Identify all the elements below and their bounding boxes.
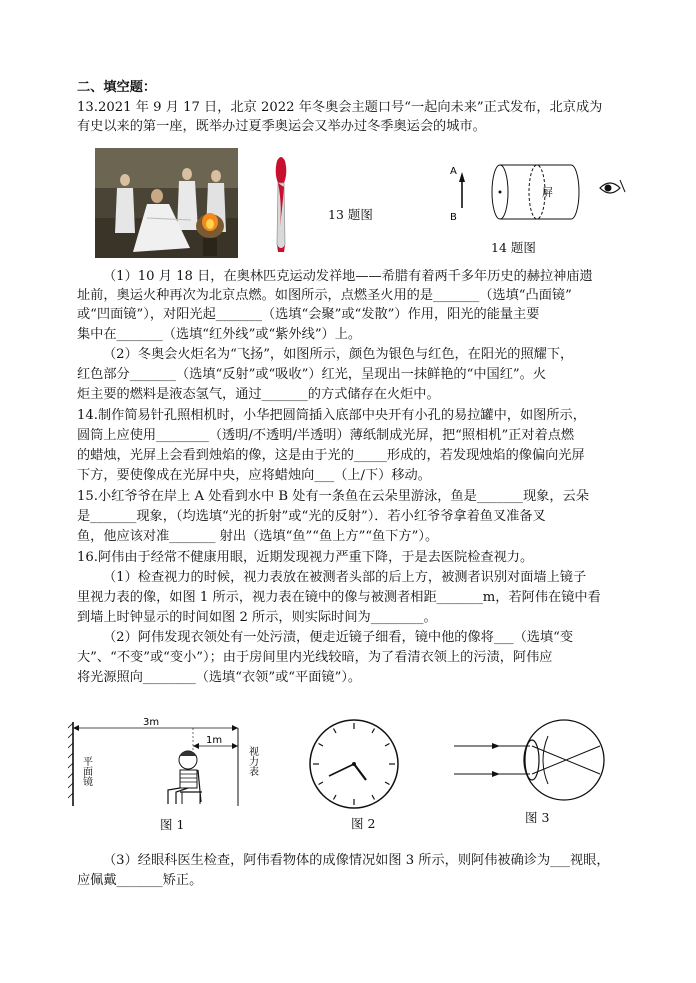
- pinhole-camera-diagram: [445, 158, 635, 240]
- q13-line-2: 有史以来的第一座，既举办过夏季奥运会又举办过冬季奥运会的城市。: [77, 119, 486, 134]
- fig14-caption: 14 题图: [491, 240, 536, 255]
- q13-line-1: 13.2021 年 9 月 17 日，北京 2022 年冬奥会主题口号“一起向未来”正式发布，北京成为: [77, 100, 603, 115]
- section-heading: 二、填空题：: [77, 80, 157, 95]
- q16-2-line-1: （2）阿伟发现衣领处有一处污渍，便走近镜子细看，镜中他的像将___（选填“变: [103, 630, 574, 645]
- q15-line-3: 鱼，他应该对准_______ 射出（选填“鱼”“鱼上方”“鱼下方”）。: [77, 529, 439, 544]
- q16-1-line-3: 到墙上时钟显示的时间如图 2 所示，则实际时间为________。: [77, 610, 437, 625]
- q14-line-4: 下方，要使像成在光屏中央，应将蜡烛向___（上/下）移动。: [77, 468, 431, 483]
- q13-1-line-1: （1）10 月 18 日，在奥林匹克运动发祥地——希腊有着两千多年历史的赫拉神庙遗: [103, 269, 593, 284]
- label-chart: 视力表: [246, 746, 258, 776]
- q16-1-line-1: （1）检查视力的时候，视力表放在被测者头部的后上方，被测者识别对面墙上镜子: [103, 570, 587, 585]
- label-b: B: [450, 212, 457, 223]
- q16-3-line-1: （3）经眼科医生检查，阿伟看物体的成像情况如图 3 所示，则阿伟被确诊为___视眼，: [103, 853, 610, 868]
- q14-line-3: 的蜡烛，光屏上会看到烛焰的像，这是由于光的_____形成的，若发现烛焰的像偏向光屏: [77, 448, 585, 463]
- label-a: A: [450, 166, 457, 177]
- fig3-caption: 图 3: [525, 810, 550, 825]
- eye-ray-diagram: [454, 716, 614, 804]
- q16-line-1: 16.阿伟由于经常不健康用眼，近期发现视力严重下降，于是去医院检查视力。: [77, 550, 534, 565]
- fig2-caption: 图 2: [351, 816, 376, 831]
- q16-2-line-3: 将光源照向________（选填“衣领”或“平面镜”）。: [77, 670, 362, 685]
- label-mirror: 平面镜: [80, 756, 92, 786]
- q16-2-line-2: 大”、“不变”或“变小”）；由于房间里内光线较暗，为了看清衣领上的污渍，阿伟应: [77, 650, 553, 665]
- q13-1-line-2: 址前，奥运火种再次为北京点燃。如图所示，点燃圣火用的是_______（选填“凸面镜”: [77, 288, 572, 303]
- q15-line-1: 15.小红爷爷在岸上 A 处看到水中 B 处有一条鱼在云朵里游泳，鱼是_______现象，云朵: [77, 489, 589, 504]
- torch-illustration: [266, 153, 296, 257]
- q13-2-line-3: 炬主要的燃料是液态氢气，通过_______的方式储存在火炬中。: [77, 387, 440, 402]
- q13-2-line-2: 红色部分_______（选填“反射”或“吸收”）红光，呈现出一抹鲜艳的“中国红”。火: [77, 367, 547, 382]
- label-3m: 3m: [143, 717, 160, 728]
- torch-lighting-photo: [95, 148, 238, 258]
- q13-2-line-1: （2）冬奥会火炬名为“飞扬”，如图所示，颜色为银色与红色，在阳光的照耀下，: [103, 347, 574, 362]
- label-1m: 1m: [206, 735, 223, 746]
- label-screen: 屏: [542, 186, 553, 199]
- eye-test-mirror-diagram: [68, 716, 280, 812]
- q16-3-line-2: 应佩戴_______矫正。: [77, 873, 203, 888]
- fig13-caption: 13 题图: [328, 207, 373, 222]
- q14-line-1: 14.制作简易针孔照相机时，小华把圆筒插入底部中央开有小孔的易拉罐中，如图所示，: [77, 408, 586, 423]
- q13-1-line-4: 集中在_______（选填“红外线”或“紫外线”）上。: [77, 327, 362, 342]
- q14-line-2: 圆筒上应使用________（透明/不透明/半透明）薄纸制成光屏，把“照相机”正对着点燃: [77, 428, 575, 443]
- q15-line-2: 是_______现象，（均选填“光的折射”或“光的反射”）．若小红爷爷拿着鱼叉准备叉: [77, 509, 546, 524]
- fig1-caption: 图 1: [160, 817, 185, 832]
- q13-1-line-3: 或“凹面镜”），对阳光起_______（选填“会聚”或“发散”）作用，阳光的能量主要: [77, 307, 540, 322]
- q16-1-line-2: 里视力表的像，如图 1 所示，视力表在镜中的像与被测者相距_______m，若阿伟在镜中看: [77, 590, 601, 605]
- clock-diagram: [305, 718, 403, 810]
